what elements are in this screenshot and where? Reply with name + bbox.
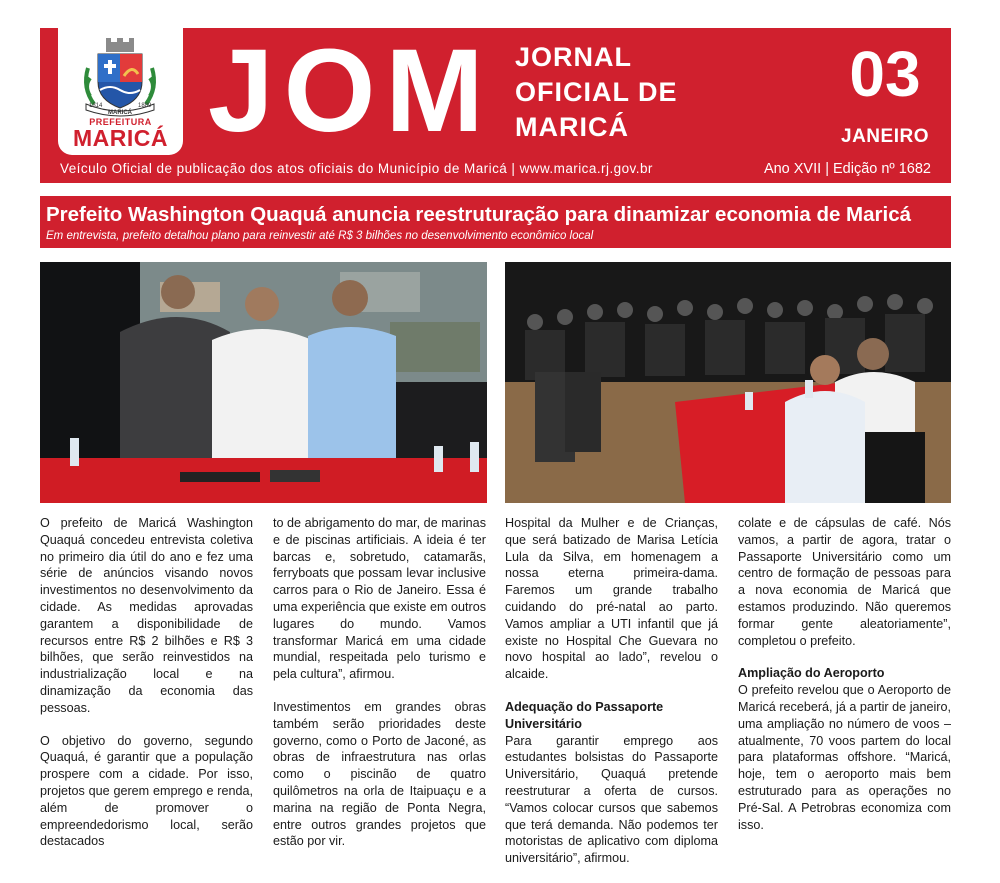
paragraph: colate e de cápsulas de café. Nós vamos, a partir de agora, tratar o Passaporte Universitário como um centro de formação de pessoas para a nova economia de Maricá que estamos produzindo. Não queremos formar gente aleatoriamente”, completou o prefeito. [738,516,951,648]
article-column-3 [505,515,718,883]
paragraph: Investimentos em grandes obras também serão prioridades deste governo, como o Porto de Jaconé, as obras de infraestrutura nas orlas como o piscinão de quatro quilômetros na orla de Itaipuaçu e a marina na região de Ponta Negra, entre outros grandes projetos que estão por vir. [273,699,486,849]
audience-photo [505,262,951,503]
paragraph: O objetivo do governo, segundo Quaquá, é garantir que a população prospere com a cidade. Por isso, projetos que gerem emprego e renda, além de promover o empreendedorismo local, serão destacados [40,733,253,849]
edition-info: Ano XVII | Edição nº 1682 [763,161,931,177]
svg-text:MARICÁ: MARICÁ [108,110,132,116]
logo-city-label: MARICÁ [73,125,168,151]
city-seal-icon [80,38,160,118]
article-column-4 [738,515,951,849]
prefeitura-logo [58,28,183,155]
article-headline: Prefeito Washington Quaquá anuncia reestruturação para dinamizar economia de Maricá [46,203,912,226]
paragraph: Para garantir emprego aos estudantes bolsistas do Passaporte Universitário, Quaquá pretende reestruturar a oferta de cursos. “Vamos colocar cursos que sabemos que terá demanda. Não podemos ter motoristas de aplicativo com diploma universitário”, afirmou. [505,733,718,866]
paragraph: Hospital da Mulher e de Crianças, que será batizado de Marisa Letícia Lula da Silva, em homenagem a nossa eterna primeira-dama. Faremos um grande trabalho cuidando do pré-natal ao parto. Vamos ampliar a UTI infantil que já existe no Hospital Che Guevara no novo hospital ao lado”, revelou o alcaide. [505,516,718,682]
newspaper-title: JOM [208,25,494,157]
masthead-tagline: Veículo Oficial de publicação dos atos oficiais do Município de Maricá | www.marica.rj.gov.br [60,161,653,176]
headline-bar [40,196,951,248]
section-heading: Adequação do Passaporte Universitário [505,699,664,731]
newspaper-full-name: JORNAL OFICIAL DE MARICÁ [515,42,678,142]
svg-text:1814: 1814 [89,103,103,109]
logo-prefeitura-label: PREFEITURA [89,117,152,127]
paragraph: to de abrigamento do mar, de marinas e de piscinas artificiais. A ideia é ter barcas e, sobretudo, catamarãs, ferryboats que possam levar inclusive carros para o Rio de Janeiro. Essa é uma experiência que existe em outros lugares do mundo. Vamos transformar Maricá em uma cidade mundial, respeitada pelo turismo e pela cultura”, afirmou. [273,516,486,682]
paragraph: O prefeito de Maricá Washington Quaquá concedeu entrevista coletiva no primeiro dia útil do ano e fez uma série de anúncios visando novos investimentos no desenvolvimento da cidade. As medidas aprovadas garantem a disponibilidade de recursos entre R$ 2 bilhões e R$ 3 bilhões, que serão reinvestidos na industrialização local e na dinamização da economia das pessoas. [40,516,253,715]
issue-month: JANEIRO [841,126,929,147]
press-conference-photo [40,262,487,503]
svg-text:1889: 1889 [138,103,152,109]
issue-day: 03 [849,38,921,110]
section-heading: Ampliação do Aeroporto [738,666,885,681]
article-column-1 [40,515,253,866]
masthead [40,25,951,183]
paragraph: O prefeito revelou que o Aeroporto de Maricá receberá, já a partir de janeiro, uma ampliação no número de voos – atualmente, 70 voos partem do local para plataformas offshore. “Maricá, hoje, tem o aeroporto mais bem estruturado para as operações no Pré-Sal. A Petrobras economiza com isso. [738,683,951,832]
article-column-2 [273,515,486,866]
article-subheadline: Em entrevista, prefeito detalhou plano para reinvestir até R$ 3 bilhões no desenvolvimento econômico local [46,230,594,242]
